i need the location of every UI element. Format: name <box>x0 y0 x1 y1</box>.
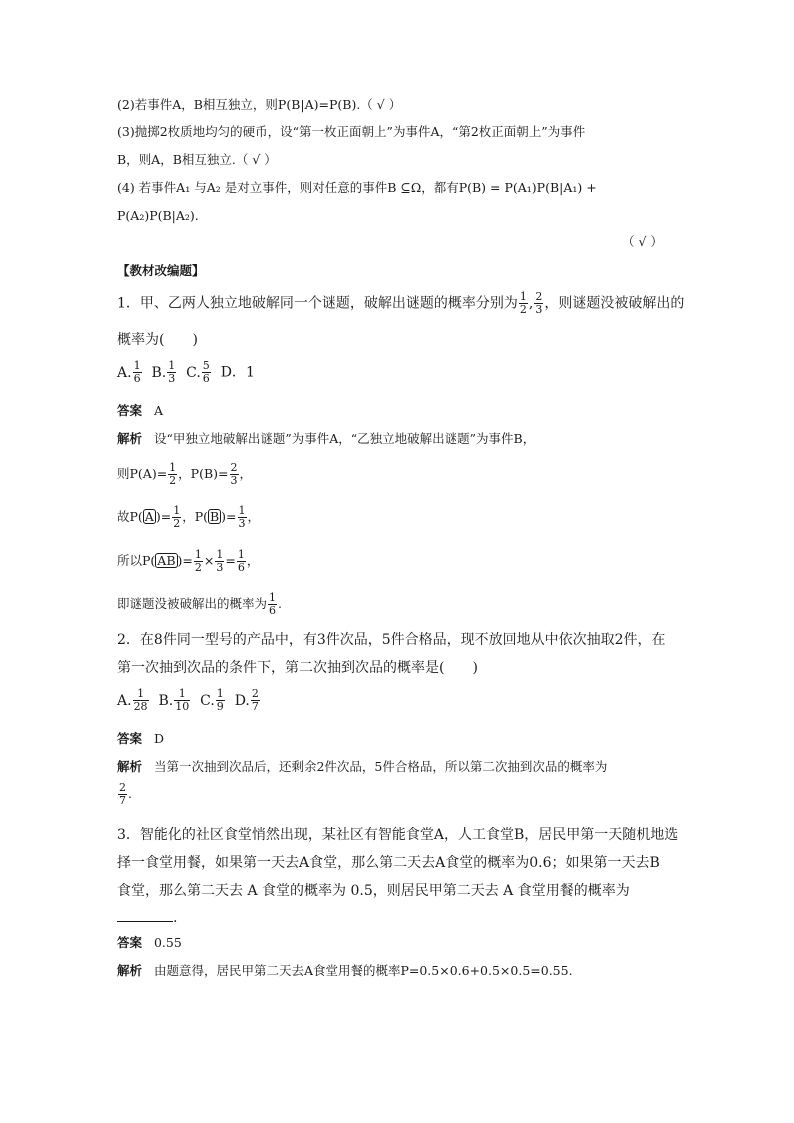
option-label: C. <box>186 364 201 381</box>
conclusion-frac <box>268 592 277 617</box>
step3-prefix: 所以P( <box>117 553 156 568</box>
frac-den: 7 <box>119 794 126 807</box>
frac-den: 6 <box>269 604 277 617</box>
analysis-label: 解析 <box>117 759 143 774</box>
judge-item-4-line1: (4) 若事件A₁ 与A₂ 是对立事件，则对任意的事件B ⊆Ω，都有P(B) = P(A₁)P(B|A₁) + <box>117 180 597 195</box>
option-den: 7 <box>251 700 259 713</box>
q1-conclusion <box>117 592 282 617</box>
q3-stem-line2: 择一食堂用餐，如果第一天去A食堂，那么第二天去A食堂的概率为0.6；如果第一天去B <box>117 855 660 871</box>
analysis-text: 由题意得，居民甲第二天去A食堂用餐的概率P=0.5×0.6+0.5×0.5=0.55. <box>153 963 573 978</box>
q1-analysis-line1 <box>117 430 535 448</box>
q1-frac-b-num: 2 <box>535 290 543 303</box>
option-den: 6 <box>133 372 141 385</box>
frac-num: 1 <box>216 548 224 561</box>
option-num: 1 <box>133 359 141 372</box>
option-text: 1 <box>245 364 255 381</box>
q2-analysis-line2 <box>117 782 132 807</box>
frac-num: 2 <box>230 461 238 474</box>
q3-stem-line3: 食堂，那么第二天去 A 食堂的概率为 0.5，则居民甲第二天去 A 食堂用餐的概率为 <box>117 883 630 899</box>
frac-num: 1 <box>237 548 245 561</box>
option-frac <box>216 688 225 713</box>
option-num: 2 <box>251 687 259 700</box>
option-num: 1 <box>174 688 190 701</box>
step2-event-b: B <box>209 509 220 524</box>
q2-options <box>117 688 261 713</box>
step1-frac-a <box>168 462 177 487</box>
q1-frac-b-den: 3 <box>535 303 543 316</box>
q2-answer <box>117 730 164 748</box>
frac-den: 6 <box>237 561 245 574</box>
step1-end: ， <box>239 466 253 481</box>
option-num: 1 <box>168 359 176 372</box>
option-frac <box>133 360 142 385</box>
frac-num: 1 <box>194 548 202 561</box>
q2-analysis-frac <box>118 782 127 807</box>
q1-step3 <box>117 549 259 574</box>
option-den: 3 <box>168 372 176 385</box>
option-den: 28 <box>133 700 148 713</box>
option-label: B. <box>158 692 174 709</box>
frac-den: 3 <box>230 474 238 487</box>
frac-den: 2 <box>194 561 202 574</box>
q1-step2 <box>117 505 260 530</box>
step1-prefix: 则P(A)= <box>117 466 168 481</box>
times-sign: × <box>203 553 215 568</box>
step3-frac-2 <box>215 549 224 574</box>
frac-num: 2 <box>119 781 126 794</box>
option-frac <box>133 688 149 713</box>
q1-option-d <box>221 365 255 381</box>
q2-option-a <box>117 687 150 713</box>
q1-stem-line1 <box>117 291 684 316</box>
q1-stem-suffix: ，则谜题没被破解出的 <box>544 295 685 312</box>
frac-den: 2 <box>169 474 177 487</box>
step3-frac-3 <box>237 549 246 574</box>
option-label: D. <box>234 692 250 709</box>
analysis-label: 解析 <box>117 963 143 978</box>
q1-option-b <box>151 359 177 385</box>
q1-stem-line2: 概率为( ) <box>117 332 198 348</box>
step3-frac-1 <box>194 549 203 574</box>
analysis-label: 解析 <box>117 431 143 446</box>
option-label: A. <box>117 364 132 381</box>
option-frac <box>202 360 211 385</box>
step3-eq: )= <box>177 553 193 568</box>
step2-frac-b <box>238 505 247 530</box>
option-label: A. <box>117 692 132 709</box>
answer-label: 答案 <box>117 731 143 746</box>
option-frac <box>167 360 176 385</box>
step2-mid: ，P( <box>182 509 208 524</box>
option-num: 1 <box>216 687 224 700</box>
q3-stem-line4 <box>117 907 177 927</box>
answer-value: 0.55 <box>153 935 182 950</box>
step2-eq: )= <box>155 509 172 524</box>
option-den: 10 <box>175 700 190 713</box>
answer-value: A <box>153 403 163 418</box>
option-den: 6 <box>202 372 210 385</box>
q2-analysis-line1 <box>117 758 607 776</box>
q1-option-c <box>186 359 212 385</box>
conclusion-text: 即谜题没被破解出的概率为 <box>117 596 268 611</box>
step3-end: ， <box>246 553 260 568</box>
option-frac <box>174 688 190 713</box>
step2-event-a: A <box>144 509 154 524</box>
judge-item-4-line2: P(A₂)P(B|A₂). <box>117 208 199 223</box>
step2-eq: )= <box>221 509 237 524</box>
option-num: 5 <box>202 359 210 372</box>
q1-answer <box>117 402 163 420</box>
step1-frac-b <box>230 462 239 487</box>
q1-stem-prefix: 1．甲、乙两人独立地破解同一个谜题，破解出谜题的概率分别为 <box>117 295 518 312</box>
analysis-text: 设“甲独立地破解出谜题”为事件A，“乙独立地破解出谜题”为事件B， <box>153 431 536 446</box>
frac-den: 2 <box>173 517 181 530</box>
option-label: D． <box>220 364 246 381</box>
step3-event-ab: AB <box>157 553 176 568</box>
frac-num: 1 <box>169 461 177 474</box>
frac-num: 1 <box>238 504 246 517</box>
option-frac <box>251 688 260 713</box>
q1-options <box>117 360 255 385</box>
q2-option-c <box>200 687 226 713</box>
step2-prefix: 故P( <box>117 509 143 524</box>
option-label: C. <box>200 692 215 709</box>
answer-value: D <box>153 731 164 746</box>
q1-frac-a-num: 1 <box>519 290 527 303</box>
judge-item-4-mark: （ √ ） <box>622 234 663 249</box>
q3-analysis-line1 <box>117 962 573 980</box>
analysis-text: 当第一次抽到次品后，还剩余2件次品，5件合格品，所以第二次抽到次品的概率为 <box>153 759 608 774</box>
q1-frac-a-den: 2 <box>519 303 527 316</box>
q1-comma: , <box>528 295 534 312</box>
q1-frac-b <box>534 291 543 316</box>
q3-answer <box>117 934 182 952</box>
option-num: 1 <box>133 688 149 701</box>
q1-step1 <box>117 462 252 487</box>
frac-num: 1 <box>173 504 181 517</box>
judge-item-2: (2)若事件A，B相互独立，则P(B|A)=P(B).（ √ ） <box>117 97 402 112</box>
conclusion-end: . <box>278 596 282 611</box>
answer-blank <box>117 907 173 922</box>
option-label: B. <box>151 364 167 381</box>
frac-den: 3 <box>238 517 246 530</box>
frac-num: 1 <box>269 591 277 604</box>
step2-end: ， <box>247 509 261 524</box>
q2-option-b <box>158 687 191 713</box>
analysis-end: . <box>128 786 132 801</box>
step1-mid: ，P(B)= <box>178 466 229 481</box>
option-den: 9 <box>216 700 224 713</box>
frac-den: 3 <box>216 561 224 574</box>
section-title: 【教材改编题】 <box>117 263 205 278</box>
answer-label: 答案 <box>117 935 143 950</box>
answer-label: 答案 <box>117 403 143 418</box>
judge-item-3-line2: B，则A，B相互独立.（ √ ） <box>117 152 277 167</box>
equals-sign: = <box>225 553 236 568</box>
q3-stem-line1: 3．智能化的社区食堂悄然出现，某社区有智能食堂A，人工食堂B，居民甲第一天随机地选 <box>117 827 679 843</box>
q2-stem-line1: 2．在8件同一型号的产品中，有3件次品，5件合格品，现不放回地从中依次抽取2件，在 <box>117 632 666 648</box>
stem-end: . <box>173 910 178 926</box>
step2-frac-a <box>172 505 181 530</box>
judge-item-3-line1: (3)抛掷2枚质地均匀的硬币，设“第一枚正面朝上”为事件A，“第2枚正面朝上”为事件 <box>117 124 586 139</box>
q2-option-d <box>234 687 261 713</box>
q2-stem-line2: 第一次抽到次品的条件下，第二次抽到次品的概率是( ) <box>117 660 478 676</box>
q1-frac-a <box>519 291 528 316</box>
q1-option-a <box>117 359 143 385</box>
